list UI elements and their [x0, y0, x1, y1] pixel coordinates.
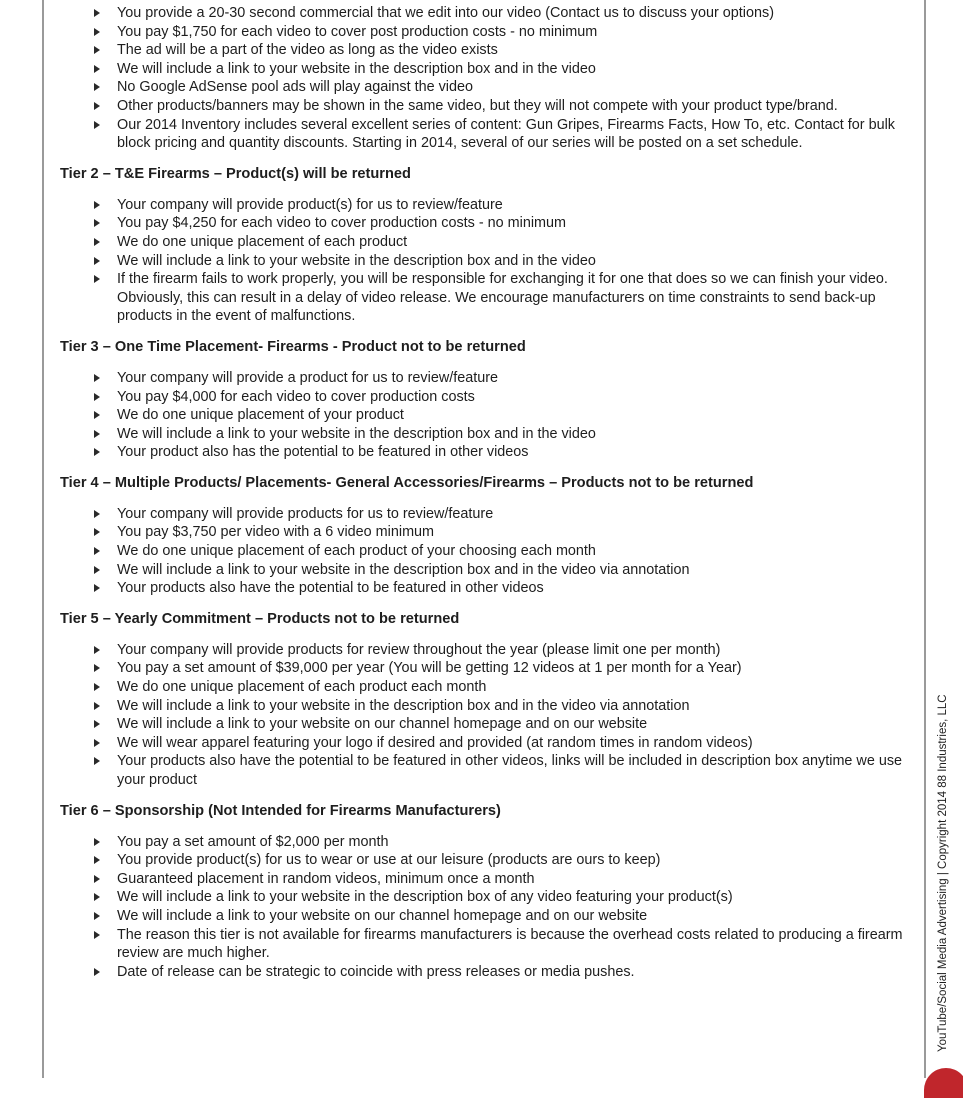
bullet-text: You pay $4,000 for each video to cover production costs [117, 388, 475, 405]
bullet-arrow-icon [94, 856, 100, 864]
bullet-arrow-icon [94, 275, 100, 283]
bullet-text: You pay $4,250 for each video to cover production costs - no minimum [117, 215, 567, 232]
tier-4-bullet-list [60, 505, 912, 598]
bullet-arrow-icon [94, 238, 100, 246]
list-item [60, 697, 912, 716]
bullet-arrow-icon [94, 121, 100, 129]
bullet-arrow-icon [94, 566, 100, 574]
document-content [60, 4, 912, 981]
list-item [60, 60, 912, 79]
bullet-text: You pay a set amount of $2,000 per month [117, 833, 389, 850]
list-item [60, 505, 912, 524]
bullet-text: Your company will provide products for us to review/feature [117, 505, 494, 522]
bullet-arrow-icon [94, 893, 100, 901]
list-item [60, 870, 912, 889]
list-item [60, 851, 912, 870]
bullet-arrow-icon [94, 664, 100, 672]
list-item [60, 41, 912, 60]
bullet-text: We will wear apparel featuring your logo if desired and provided (at random times in random videos) [117, 734, 753, 751]
bullet-arrow-icon [94, 547, 100, 555]
bullet-text: We do one unique placement of each product [117, 233, 408, 250]
bullet-text: Your company will provide product(s) for us to review/feature [117, 196, 503, 213]
list-item [60, 406, 912, 425]
bullet-text: Other products/banners may be shown in the same video, but they will not compete with your product type/brand. [117, 97, 838, 114]
list-item [60, 233, 912, 252]
bullet-text: We will include a link to your website in the description box and in the video via annotation [117, 561, 690, 578]
bullet-arrow-icon [94, 875, 100, 883]
bullet-text: We will include a link to your website in the description box and in the video [117, 60, 596, 77]
footer-copyright: YouTube/Social Media Advertising | Copyright 2014 88 Industries, LLC [937, 694, 949, 1052]
bullet-text: We will include a link to your website in the description box of any video featuring your product(s) [117, 889, 733, 906]
list-item [60, 542, 912, 561]
bullet-arrow-icon [94, 646, 100, 654]
bullet-text: We will include a link to your website in the description box and in the video [117, 425, 596, 442]
list-item [60, 752, 912, 789]
bullet-arrow-icon [94, 838, 100, 846]
list-item [60, 116, 912, 153]
intro-bullet-list [60, 4, 912, 153]
bullet-arrow-icon [94, 28, 100, 36]
bullet-arrow-icon [94, 257, 100, 265]
bullet-text: Your company will provide products for review throughout the year (please limit one per month) [117, 641, 721, 658]
list-item [60, 443, 912, 462]
list-item [60, 888, 912, 907]
list-item [60, 4, 912, 23]
bullet-arrow-icon [94, 528, 100, 536]
bullet-arrow-icon [94, 46, 100, 54]
bullet-text: We do one unique placement of your product [117, 407, 404, 424]
list-item [60, 369, 912, 388]
bullet-text: You pay $3,750 per video with a 6 video minimum [117, 524, 435, 541]
bullet-arrow-icon [94, 912, 100, 920]
tier-3-heading: Tier 3 – One Time Placement- Firearms - Product not to be returned [60, 338, 526, 355]
list-item [60, 388, 912, 407]
page-right-border [924, 0, 926, 1078]
list-item [60, 196, 912, 215]
bullet-text: Your company will provide a product for us to review/feature [117, 369, 499, 386]
bullet-text: If the firearm fails to work properly, you will be responsible for exchanging it for one that does so we can finish your video. Obviously, this can result in a delay of video release. We encourage manufacturers on time constraints to send back-up products in the event of malfunctions. [117, 271, 888, 325]
bullet-text: We do one unique placement of each product of your choosing each month [117, 543, 596, 560]
bullet-text: The reason this tier is not available for firearms manufacturers is because the overhead costs related to producing a firearm review are much higher. [117, 926, 903, 962]
bullet-arrow-icon [94, 393, 100, 401]
tier-3-bullet-list [60, 369, 912, 462]
list-item [60, 833, 912, 852]
tier-5-heading: Tier 5 – Yearly Commitment – Products not to be returned [60, 610, 460, 627]
bullet-text: You provide product(s) for us to wear or use at our leisure (products are ours to keep) [117, 852, 661, 869]
list-item [60, 252, 912, 271]
bullet-arrow-icon [94, 720, 100, 728]
tier-5-bullet-list [60, 641, 912, 790]
tier-2-heading: Tier 2 – T&E Firearms – Product(s) will be returned [60, 165, 411, 182]
bullet-arrow-icon [94, 931, 100, 939]
bullet-arrow-icon [94, 683, 100, 691]
bullet-text: Guaranteed placement in random videos, minimum once a month [117, 870, 535, 887]
bullet-arrow-icon [94, 739, 100, 747]
list-item [60, 579, 912, 598]
bullet-text: We will include a link to your website in the description box and in the video via annotation [117, 697, 690, 714]
bullet-text: We will include a link to your website on our channel homepage and on our website [117, 716, 648, 733]
list-item [60, 523, 912, 542]
list-item [60, 214, 912, 233]
bullet-arrow-icon [94, 102, 100, 110]
bullet-text: We do one unique placement of each product each month [117, 679, 487, 696]
list-item [60, 926, 912, 963]
list-item [60, 78, 912, 97]
tier-4-heading: Tier 4 – Multiple Products/ Placements- General Accessories/Firearms – Products not to be returned [60, 474, 754, 491]
bullet-arrow-icon [94, 83, 100, 91]
corner-logo-mark [924, 1068, 963, 1098]
list-item [60, 659, 912, 678]
bullet-arrow-icon [94, 448, 100, 456]
list-item [60, 97, 912, 116]
list-item [60, 561, 912, 580]
bullet-arrow-icon [94, 430, 100, 438]
bullet-arrow-icon [94, 702, 100, 710]
bullet-text: Your products also have the potential to be featured in other videos, links will be included in description box anytime we use your product [117, 753, 903, 788]
bullet-text: Date of release can be strategic to coincide with press releases or media pushes. [117, 963, 635, 980]
bullet-text: We will include a link to your website in the description box and in the video [117, 252, 596, 269]
list-item [60, 963, 912, 982]
bullet-arrow-icon [94, 9, 100, 17]
list-item [60, 425, 912, 444]
bullet-text: Our 2014 Inventory includes several excellent series of content: Gun Gripes, Firearms Facts, How To, etc. Contact for bulk block pricing and quantity discounts. Starting in 2014, several of our series will be posted on a set schedule. [117, 116, 895, 152]
bullet-text: You pay a set amount of $39,000 per year (You will be getting 12 videos at 1 per month for a Year) [117, 660, 742, 677]
bullet-text: The ad will be a part of the video as long as the video exists [117, 42, 498, 59]
bullet-text: Your product also has the potential to be featured in other videos [117, 444, 529, 461]
bullet-text: Your products also have the potential to be featured in other videos [117, 580, 544, 597]
bullet-arrow-icon [94, 65, 100, 73]
bullet-arrow-icon [94, 757, 100, 765]
bullet-text: You pay $1,750 for each video to cover post production costs - no minimum [117, 23, 598, 40]
bullet-arrow-icon [94, 219, 100, 227]
tier-2-bullet-list [60, 196, 912, 326]
list-item [60, 715, 912, 734]
list-item [60, 270, 912, 326]
tier-6-bullet-list [60, 833, 912, 982]
list-item [60, 734, 912, 753]
list-item [60, 678, 912, 697]
bullet-arrow-icon [94, 584, 100, 592]
list-item [60, 907, 912, 926]
bullet-arrow-icon [94, 510, 100, 518]
bullet-arrow-icon [94, 201, 100, 209]
tier-6-heading: Tier 6 – Sponsorship (Not Intended for Firearms Manufacturers) [60, 802, 501, 819]
bullet-text: No Google AdSense pool ads will play against the video [117, 79, 473, 96]
bullet-text: We will include a link to your website on our channel homepage and on our website [117, 907, 648, 924]
bullet-text: You provide a 20-30 second commercial that we edit into our video (Contact us to discuss your options) [117, 5, 774, 21]
bullet-arrow-icon [94, 374, 100, 382]
list-item [60, 641, 912, 660]
bullet-arrow-icon [94, 968, 100, 976]
bullet-arrow-icon [94, 411, 100, 419]
page-left-border [42, 0, 44, 1078]
list-item [60, 23, 912, 42]
